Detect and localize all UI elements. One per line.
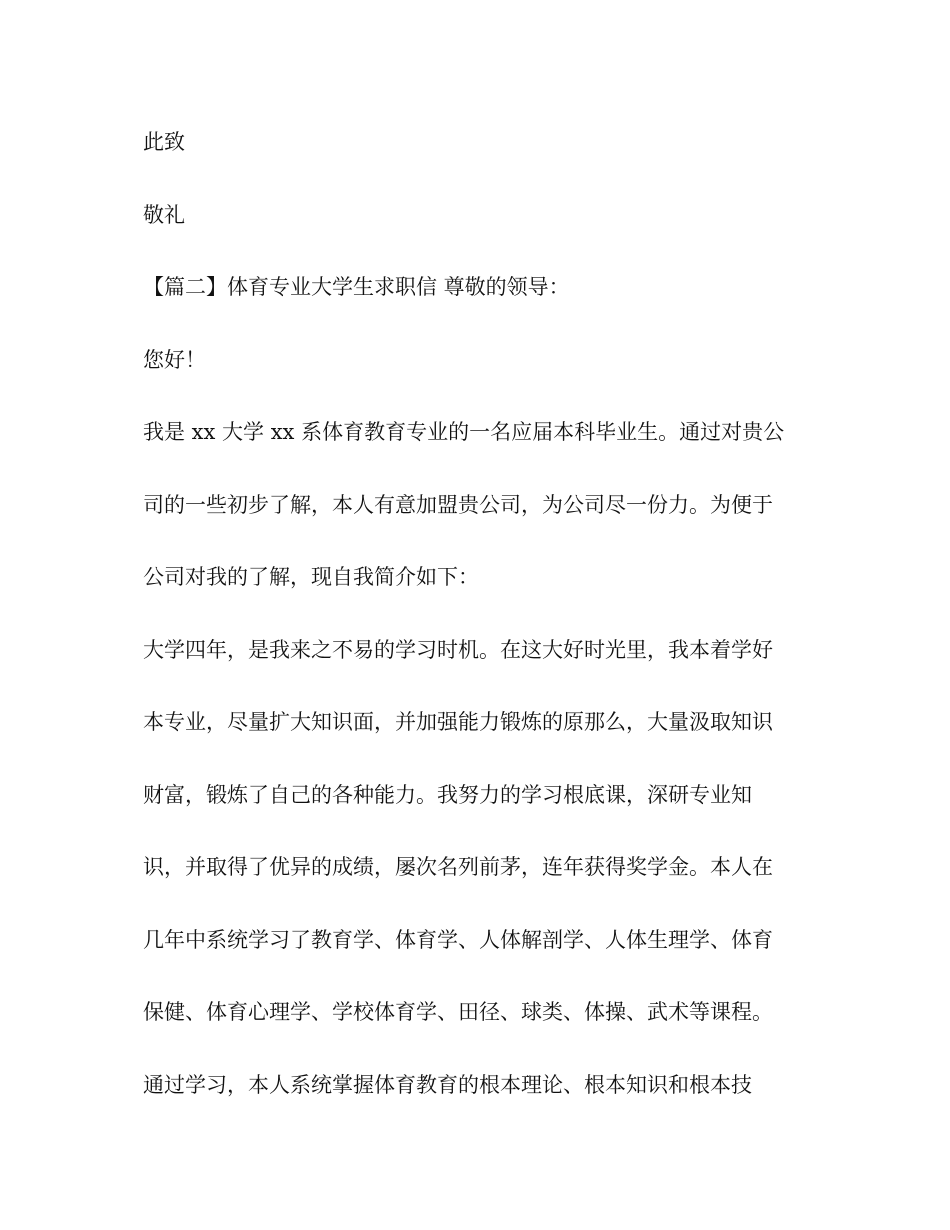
- closing-salutation: 此致: [143, 130, 185, 154]
- body-line: 我是 xx 大学 xx 系体育教育专业的一名应届本科毕业生。通过对贵公: [143, 420, 785, 444]
- body-line: 保健、体育心理学、学校体育学、田径、球类、体操、武术等课程。: [143, 1000, 773, 1024]
- body-line: 公司对我的了解，现自我简介如下：: [143, 565, 479, 589]
- section-heading: 【篇二】体育专业大学生求职信 尊敬的领导：: [143, 275, 570, 299]
- body-line: 财富，锻炼了自己的各种能力。我努力的学习根底课，深研专业知: [143, 783, 752, 807]
- body-line: 通过学习，本人系统掌握体育教育的根本理论、根本知识和根本技: [143, 1073, 752, 1097]
- body-line: 司的一些初步了解，本人有意加盟贵公司，为公司尽一份力。为便于: [143, 493, 773, 517]
- body-line: 大学四年，是我来之不易的学习时机。在这大好时光里，我本着学好: [143, 638, 773, 662]
- body-line: 几年中系统学习了教育学、体育学、人体解剖学、人体生理学、体育: [143, 928, 773, 952]
- body-line: 本专业，尽量扩大知识面，并加强能力锻炼的原那么，大量汲取知识: [143, 710, 773, 734]
- body-line: 识，并取得了优异的成绩，屡次名列前茅，连年获得奖学金。本人在: [143, 855, 773, 879]
- greeting: 您好！: [143, 348, 206, 372]
- closing-regards: 敬礼: [143, 203, 185, 227]
